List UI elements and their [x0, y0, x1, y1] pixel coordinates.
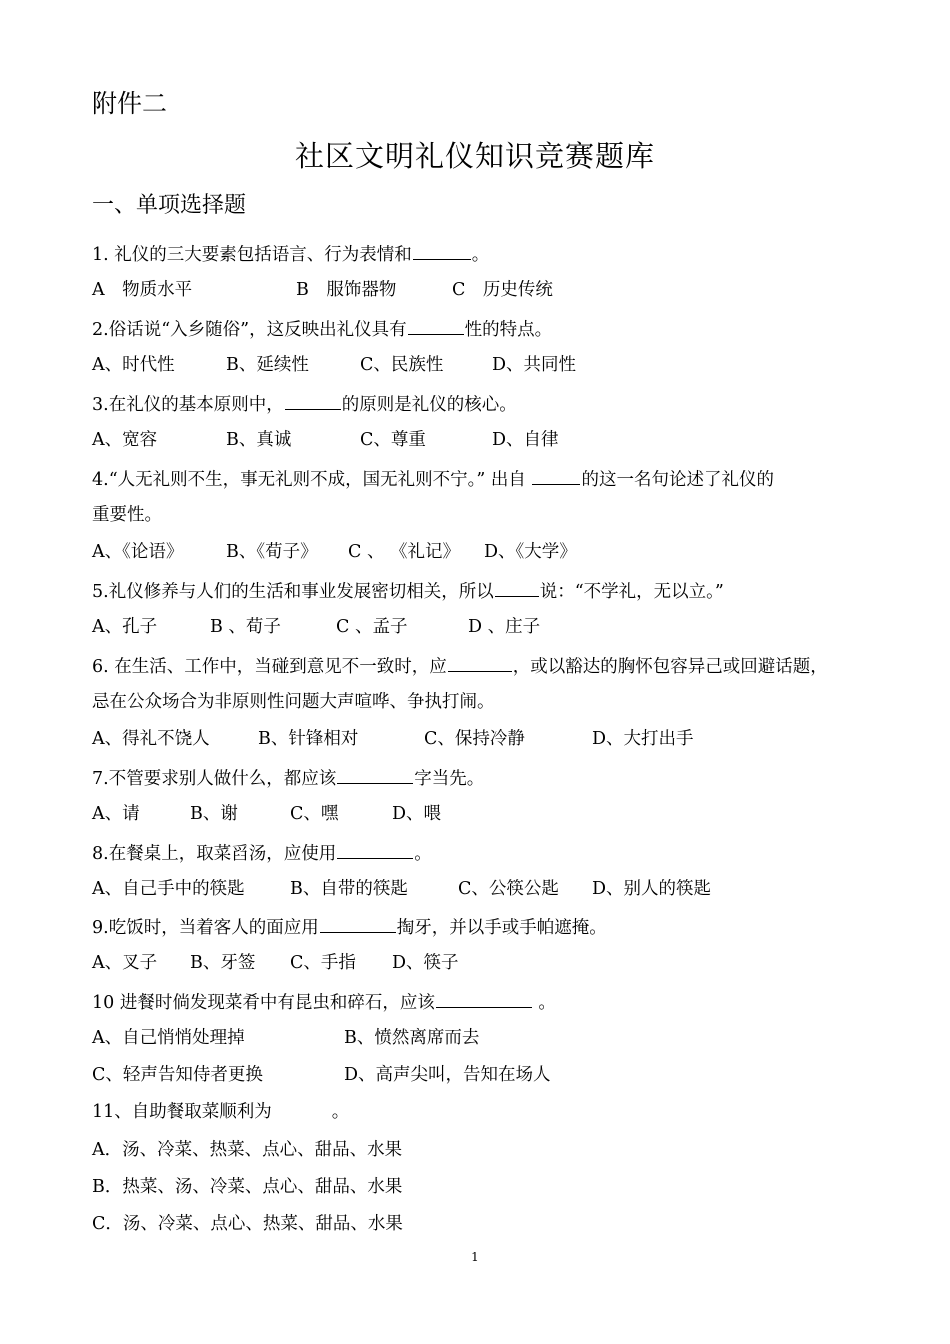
option: D、喂	[392, 804, 442, 824]
question-4-continued: 重要性。	[92, 505, 162, 525]
question-text-end: 的这一名句论述了礼仪的	[581, 470, 774, 490]
answer-blank	[285, 391, 341, 410]
option: A 物质水平	[92, 280, 193, 300]
option: D、自律	[492, 430, 559, 450]
question-text-end: 的原则是礼仪的核心。	[341, 395, 517, 415]
option: D、共同性	[492, 355, 577, 375]
question-text-end: 掏牙，并以手或手帕遮掩。	[396, 918, 607, 938]
option: D、《大学》	[484, 542, 577, 562]
option: A、请	[92, 804, 140, 824]
answer-blank	[532, 466, 580, 485]
answer-blank	[495, 578, 539, 597]
option: C．汤、冷菜、点心、热菜、甜品、水果	[92, 1214, 403, 1234]
option: C、公筷公匙	[458, 879, 559, 899]
option: D、筷子	[392, 953, 459, 973]
option: A、叉子	[92, 953, 158, 973]
option: D 、庄子	[468, 617, 541, 637]
option: A、宽容	[92, 430, 158, 450]
question-9	[92, 914, 607, 940]
option: A、孔子	[92, 617, 158, 637]
answer-blank	[337, 840, 413, 859]
question-text: 9.吃饭时，当着客人的面应用	[92, 918, 319, 938]
question-3	[92, 391, 517, 417]
attachment-label: 附件二	[92, 89, 168, 118]
question-text: 7.不管要求别人做什么，都应该	[92, 769, 337, 789]
question-text-end: 性的特点。	[464, 320, 553, 340]
question-text: 4.“人无礼则不生，事无礼则不成，国无礼则不宁。” 出自	[92, 470, 532, 490]
option: A、得礼不饶人	[92, 729, 210, 749]
question-text-end: 说：“不学礼，无以立。”	[539, 582, 724, 602]
option: C 、孟子	[336, 617, 408, 637]
answer-blank	[436, 989, 532, 1008]
question-7	[92, 765, 484, 791]
options-10b	[92, 1063, 892, 1087]
section-heading: 一、单项选择题	[92, 193, 247, 218]
options-8	[92, 877, 892, 901]
option: D、大打出手	[592, 729, 694, 749]
option: B、谢	[190, 804, 238, 824]
question-8	[92, 840, 432, 866]
option: D、别人的筷匙	[592, 879, 712, 899]
question-text-end: 字当先。	[414, 769, 485, 789]
options-5	[92, 615, 892, 639]
option: C、尊重	[360, 430, 426, 450]
option: C、轻声告知侍者更换	[92, 1065, 263, 1085]
option: B 服饰器物	[296, 280, 397, 300]
question-text: 1. 礼仪的三大要素包括语言、行为表情和	[92, 245, 412, 265]
option: C、民族性	[360, 355, 444, 375]
option: C、保持冷静	[424, 729, 525, 749]
option: A．汤、冷菜、热菜、点心、甜品、水果	[92, 1140, 403, 1160]
question-6	[92, 653, 828, 679]
question-text: 5.礼仪修养与人们的生活和事业发展密切相关，所以	[92, 582, 494, 602]
question-text-end: 。	[331, 1102, 350, 1122]
option: C 、 《礼记》	[348, 542, 461, 562]
option: A、《论语》	[92, 542, 184, 562]
option: A、自己手中的筷匙	[92, 879, 245, 899]
option: B 、荀子	[210, 617, 281, 637]
question-text-end: 。	[414, 844, 432, 864]
page-number: 1	[471, 1250, 479, 1264]
answer-blank	[320, 914, 396, 933]
options-3	[92, 428, 892, 452]
question-text: 6. 在生活、工作中，当碰到意见不一致时，应	[92, 657, 447, 677]
option: B、延续性	[226, 355, 309, 375]
answer-blank	[408, 316, 464, 335]
option: A、自己悄悄处理掉	[92, 1028, 245, 1048]
question-text-end: 。	[532, 993, 556, 1013]
answer-blank	[337, 765, 413, 784]
option: C、嘿	[290, 804, 339, 824]
options-10a	[92, 1026, 892, 1050]
option: B、愤然离席而去	[344, 1028, 480, 1048]
option: B、《荀子》	[226, 542, 318, 562]
page-title: 社区文明礼仪知识竞赛题库	[294, 139, 655, 173]
options-2	[92, 353, 892, 377]
question-6-continued: 忌在公众场合为非原则性问题大声喧哗、争执打闹。	[92, 692, 495, 712]
question-text: 10 进餐时倘发现菜肴中有昆虫和碎石，应该	[92, 993, 435, 1013]
question-10	[92, 989, 556, 1015]
option: B、自带的筷匙	[290, 879, 408, 899]
question-1	[92, 241, 489, 267]
option: A、时代性	[92, 355, 175, 375]
options-4	[92, 540, 892, 564]
options-7	[92, 802, 892, 826]
option: B、牙签	[190, 953, 256, 973]
question-text: 2.俗话说“入乡随俗”，这反映出礼仪具有	[92, 320, 407, 340]
question-4	[92, 466, 774, 492]
option: B、真诚	[226, 430, 292, 450]
option: B、针锋相对	[258, 729, 359, 749]
option: C、手指	[290, 953, 356, 973]
options-6	[92, 727, 892, 751]
question-text: 8.在餐桌上，取菜舀汤，应使用	[92, 844, 337, 864]
question-text-end: ，或以豁达的胸怀包容异己或回避话题，	[512, 657, 828, 677]
question-text: 11、自助餐取菜顺利为	[92, 1102, 272, 1122]
answer-blank	[448, 653, 512, 672]
question-2	[92, 316, 552, 342]
question-text-end: 。	[471, 245, 490, 265]
option: D、高声尖叫，告知在场人	[344, 1065, 551, 1085]
question-5	[92, 578, 724, 604]
answer-blank	[413, 241, 471, 260]
option: B．热菜、汤、冷菜、点心、甜品、水果	[92, 1177, 403, 1197]
option: C 历史传统	[452, 280, 553, 300]
options-9	[92, 951, 892, 975]
question-text: 3.在礼仪的基本原则中，	[92, 395, 284, 415]
options-1	[92, 278, 892, 302]
question-11	[92, 1100, 349, 1124]
